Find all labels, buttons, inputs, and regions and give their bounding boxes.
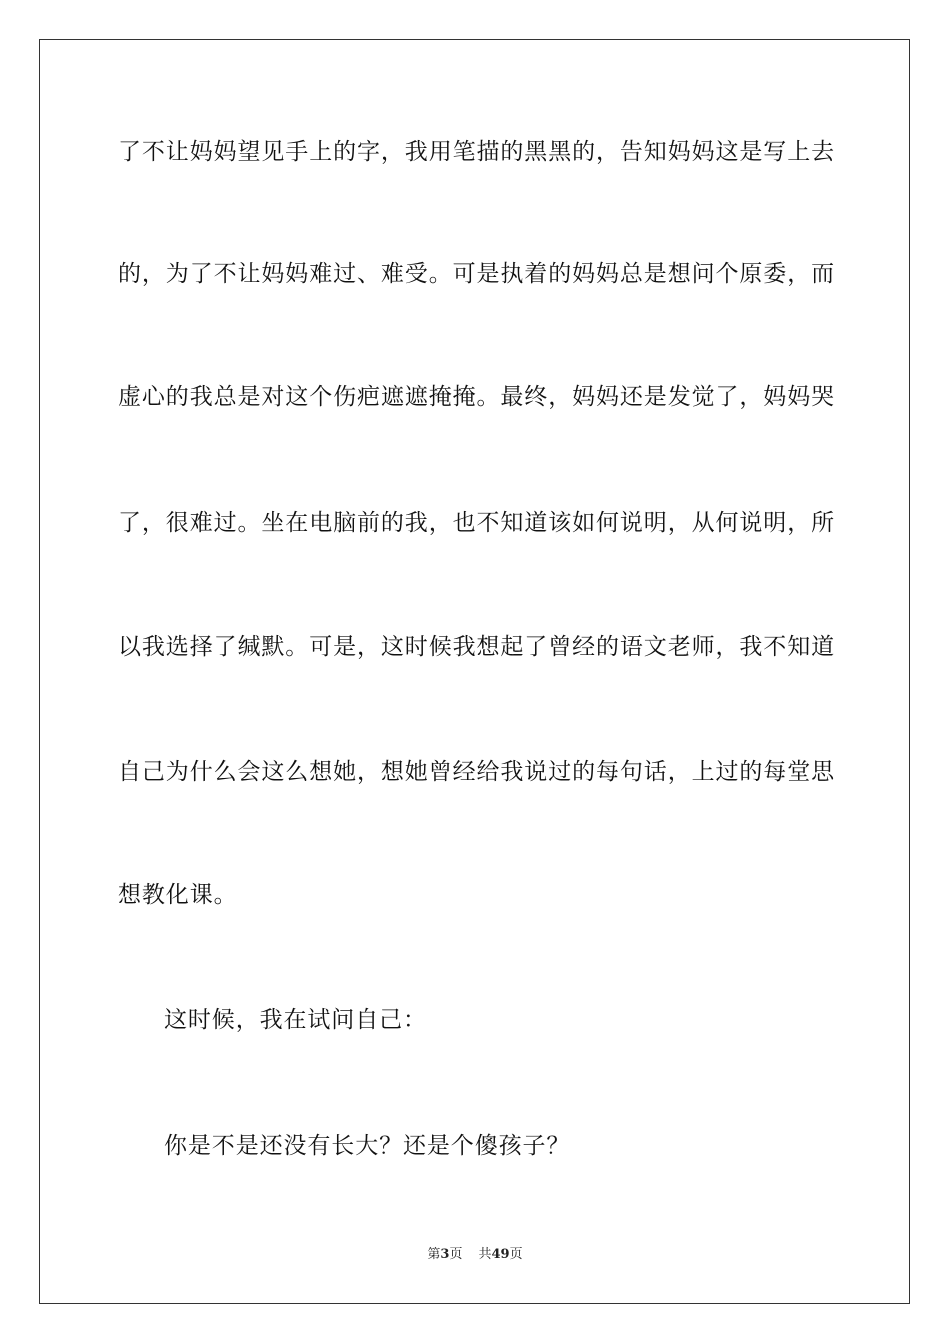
page-number: 3 [440, 1247, 450, 1262]
paragraph-line: 你是不是还没有长大？还是个傻孩子？ [164, 1133, 571, 1159]
text-line: 虚心的我总是对这个伤疤遮遮掩掩。最终，妈妈还是发觉了，妈妈哭 [118, 384, 835, 410]
page-footer [0, 1246, 950, 1264]
page-border [39, 39, 910, 1304]
page-prefix: 第 [427, 1247, 441, 1262]
text-line: 自己为什么会这么想她，想她曾经给我说过的每句话，上过的每堂思 [118, 759, 835, 785]
text-line: 了，很难过。坐在电脑前的我，也不知道该如何说明，从何说明，所 [118, 510, 835, 536]
text-line: 想教化课。 [118, 882, 238, 908]
total-prefix: 共 [478, 1247, 492, 1262]
total-suffix: 页 [509, 1247, 523, 1262]
page-suffix: 页 [449, 1247, 463, 1262]
text-line: 的，为了不让妈妈难过、难受。可是执着的妈妈总是想问个原委，而 [118, 261, 835, 287]
text-line: 了不让妈妈望见手上的字，我用笔描的黑黑的，告知妈妈这是写上去 [118, 139, 835, 165]
paragraph-line: 这时候，我在试问自己： [164, 1007, 427, 1033]
total-pages: 49 [491, 1247, 510, 1262]
text-line: 以我选择了缄默。可是，这时候我想起了曾经的语文老师，我不知道 [118, 634, 835, 660]
